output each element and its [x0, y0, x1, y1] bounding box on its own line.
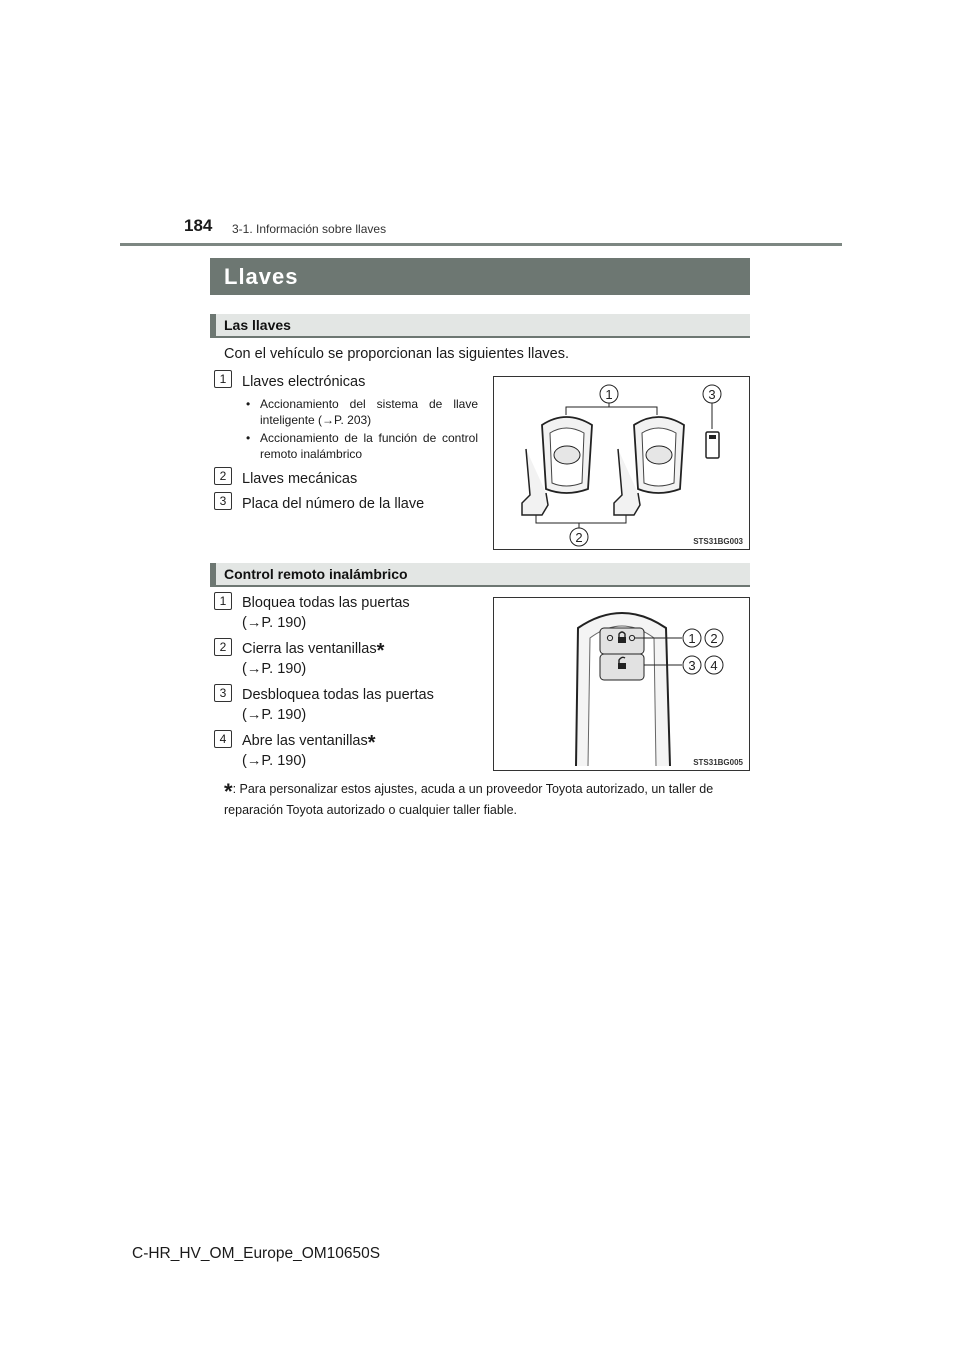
item-label-text: Desbloquea todas las puertas	[242, 687, 434, 703]
page-reference: (→P. 190)	[242, 615, 307, 631]
asterisk-mark: *	[376, 640, 385, 662]
callout-2: 2	[575, 530, 583, 545]
item-label	[242, 731, 376, 771]
callout-3: 3	[688, 658, 696, 673]
footnote-asterisk: *	[224, 779, 233, 804]
callout-2: 2	[710, 631, 718, 646]
page-reference: (→P. 190)	[242, 707, 307, 723]
item-number-badge: 1	[214, 370, 232, 388]
sub-bullet: • Accionamiento del sistema de llave inteligente (→P. 203)	[246, 396, 478, 428]
item-label: Placa del número de la llave	[242, 496, 425, 512]
sub-bullet: • Accionamiento de la función de control remoto inalámbrico	[246, 430, 478, 462]
header-rule	[120, 243, 842, 246]
remote-key-icon	[576, 613, 670, 766]
item-label-text: Abre las ventanillas	[242, 733, 368, 749]
item-label-text: Cierra las ventanillas	[242, 641, 377, 657]
item-number-badge: 3	[214, 492, 232, 510]
subsection-heading-remote	[210, 563, 750, 587]
callout-3: 3	[708, 387, 716, 402]
item-label	[242, 639, 384, 679]
key-number-plate-icon	[706, 432, 719, 458]
keys-illustration	[494, 377, 749, 549]
page-number: 184	[184, 216, 213, 235]
page-reference: (→P. 190)	[242, 753, 307, 769]
remote-illustration	[494, 598, 749, 770]
item-label: Llaves electrónicas	[242, 374, 366, 390]
page-reference: (→P. 190)	[242, 661, 307, 677]
remote-figure	[493, 597, 750, 771]
item-number-badge: 4	[214, 730, 232, 748]
footnote	[224, 780, 750, 819]
electronic-key-right-icon	[614, 417, 684, 515]
subsection-heading-text: Las llaves	[224, 317, 291, 333]
item-number-badge: 3	[214, 684, 232, 702]
electronic-key-left-icon	[522, 417, 592, 515]
intro-text: Con el vehículo se proporcionan las siguientes llaves.	[224, 346, 569, 362]
item-number-badge: 2	[214, 638, 232, 656]
figure-code: STS31BG005	[693, 758, 743, 767]
footer-document-code: C-HR_HV_OM_Europe_OM10650S	[132, 1245, 381, 1262]
breadcrumb: 3-1. Información sobre llaves	[232, 222, 387, 236]
item-number-badge: 2	[214, 467, 232, 485]
asterisk-mark: *	[367, 732, 376, 754]
callout-1: 1	[688, 631, 696, 646]
item-number-badge: 1	[214, 592, 232, 610]
item-label: Llaves mecánicas	[242, 471, 358, 487]
keys-figure	[493, 376, 750, 550]
section-title-text: Llaves	[224, 263, 299, 289]
item-label-text: Bloquea todas las puertas	[242, 595, 410, 611]
section-title	[210, 258, 750, 295]
subsection-heading-keys	[210, 314, 750, 338]
footnote-text: : Para personalizar estos ajustes, acuda a un proveedor Toyota autorizado, un taller de reparación Toyota autorizado o cualquier taller fiable.	[224, 782, 714, 817]
callout-1: 1	[605, 387, 613, 402]
item-label	[242, 593, 410, 633]
sub-bullet-list	[246, 396, 478, 464]
callout-4: 4	[710, 658, 718, 673]
subsection-heading-text: Control remoto inalámbrico	[224, 566, 408, 582]
figure-code: STS31BG003	[693, 537, 743, 546]
item-label	[242, 685, 434, 725]
